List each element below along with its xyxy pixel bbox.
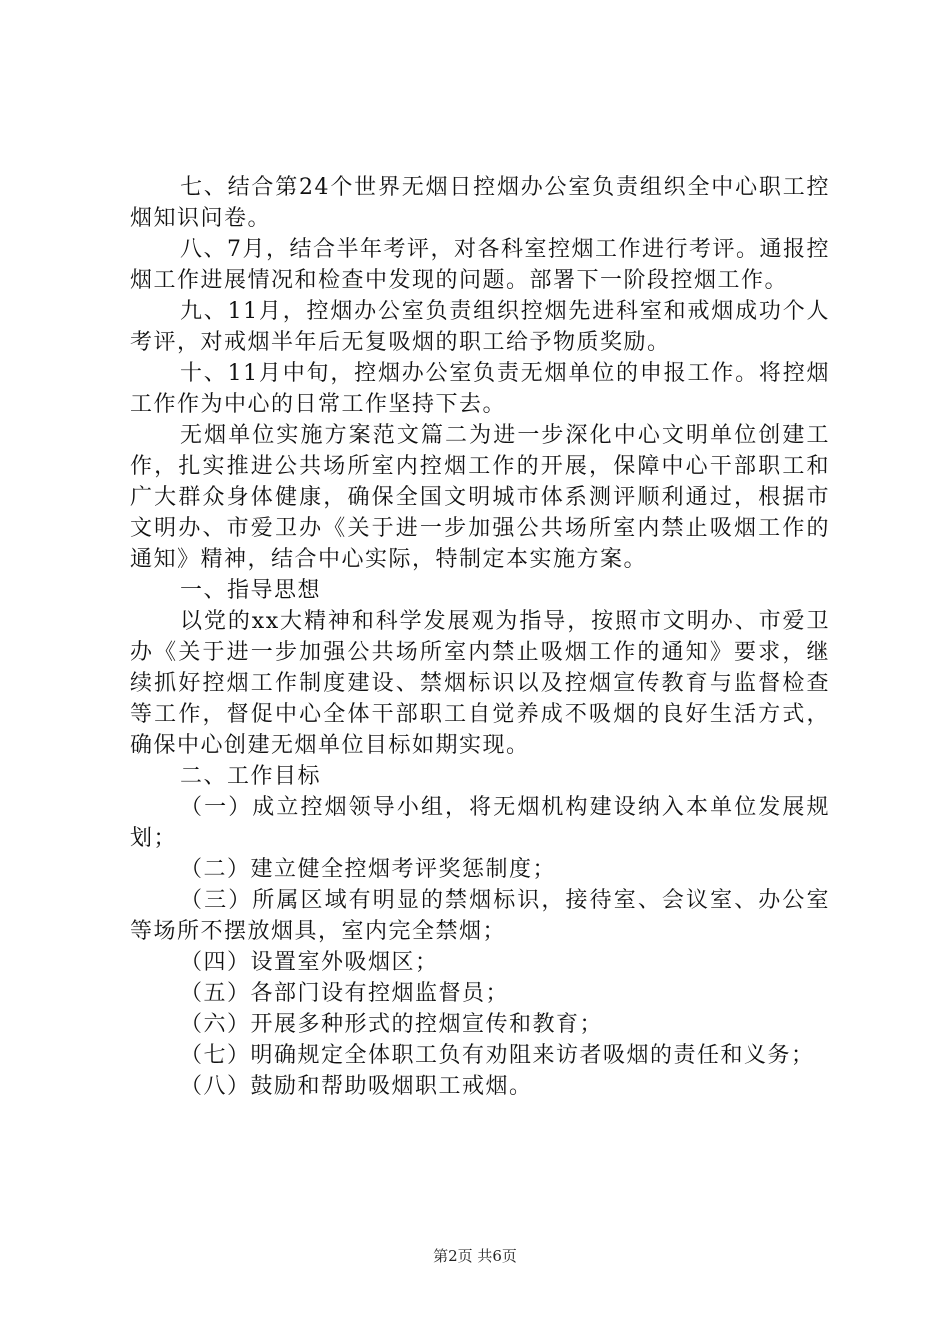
paragraph-item-7: 七、结合第24个世界无烟日控烟办公室负责组织全中心职工控烟知识问卷。 bbox=[130, 175, 830, 231]
section-heading-guiding-thought: 一、指导思想 bbox=[180, 578, 322, 603]
paragraph-item-9: 九、11月，控烟办公室负责组织控烟先进科室和戒烟成功个人考评，对戒烟半年后无复吸烟的职工给予物质奖励。 bbox=[130, 299, 830, 355]
goal-item-8: （八）鼓励和帮助吸烟职工戒烟。 bbox=[180, 1074, 533, 1099]
goal-item-2: （二）建立健全控烟考评奖惩制度； bbox=[180, 857, 557, 882]
paragraph-item-8: 八、7月，结合半年考评，对各科室控烟工作进行考评。通报控烟工作进展情况和检查中发现的问题。部署下一阶段控烟工作。 bbox=[130, 237, 830, 293]
goal-item-7: （七）明确规定全体职工负有劝阻来访者吸烟的责任和义务； bbox=[180, 1043, 815, 1068]
goal-item-5: （五）各部门设有控烟监督员； bbox=[180, 981, 510, 1006]
goal-item-1: （一）成立控烟领导小组，将无烟机构建设纳入本单位发展规划； bbox=[130, 795, 830, 851]
section-heading-work-goals: 二、工作目标 bbox=[180, 764, 322, 789]
paragraph-guiding-thought: 以党的xx大精神和科学发展观为指导，按照市文明办、市爱卫办《关于进一步加强公共场所室内禁止吸烟工作的通知》要求，继续抓好控烟工作制度建设、禁烟标识以及控烟宣传教育与监督检查等工作，督促中心全体干部职工自觉养成不吸烟的良好生活方式，确保中心创建无烟单位目标如期实现。 bbox=[130, 609, 830, 758]
paragraph-item-10: 十、11月中旬，控烟办公室负责无烟单位的申报工作。将控烟工作作为中心的日常工作坚持下去。 bbox=[130, 361, 830, 417]
paragraph-plan-intro: 无烟单位实施方案范文篇二为进一步深化中心文明单位创建工作，扎实推进公共场所室内控烟工作的开展，保障中心干部职工和广大群众身体健康，确保全国文明城市体系测评顺利通过，根据市文明办、市爱卫办《关于进一步加强公共场所室内禁止吸烟工作的通知》精神，结合中心实际，特制定本实施方案。 bbox=[130, 423, 830, 572]
goal-item-4: （四）设置室外吸烟区； bbox=[180, 950, 439, 975]
goal-item-6: （六）开展多种形式的控烟宣传和教育； bbox=[180, 1012, 604, 1037]
page-number-footer: 第2页 共6页 bbox=[433, 1247, 517, 1265]
goal-item-3: （三）所属区域有明显的禁烟标识，接待室、会议室、办公室等场所不摆放烟具，室内完全禁烟； bbox=[130, 888, 830, 944]
document-body bbox=[130, 172, 830, 1102]
